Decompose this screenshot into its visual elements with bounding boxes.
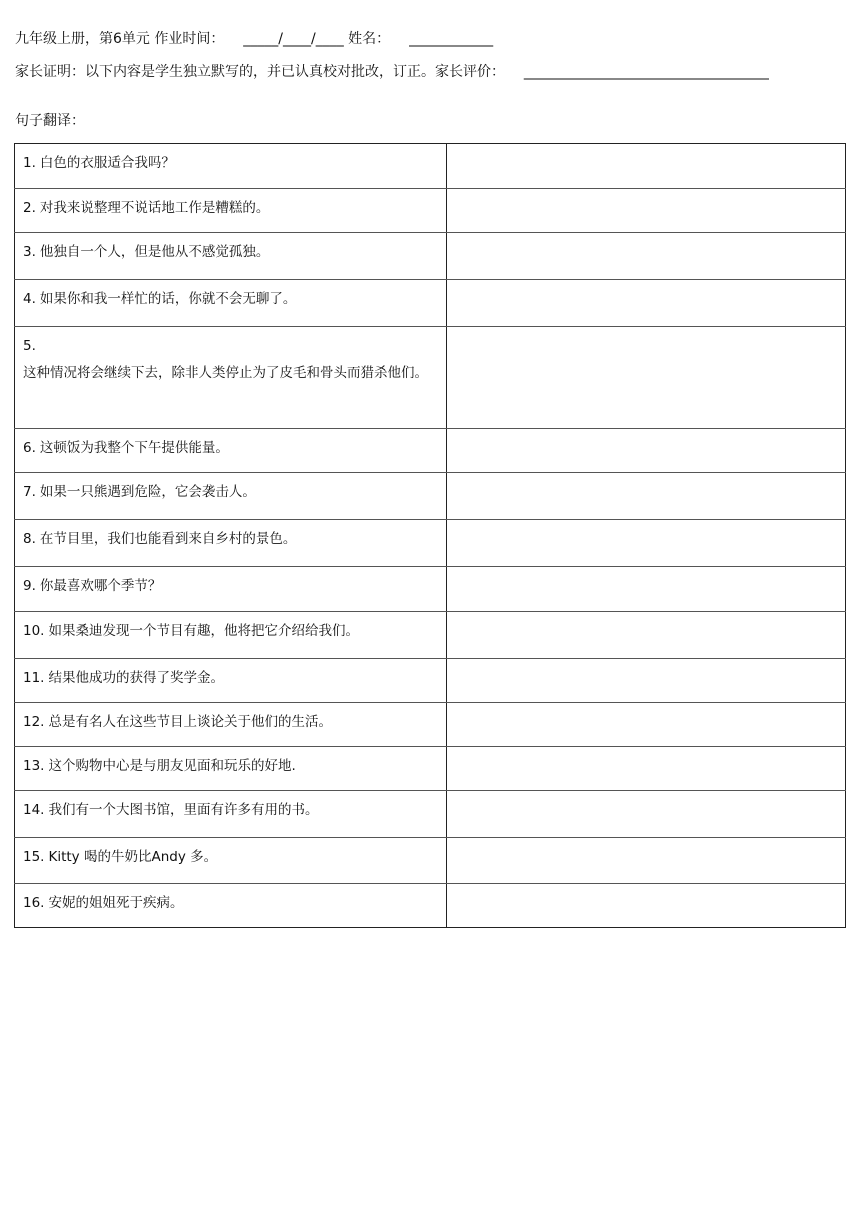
- answer-cell[interactable]: [447, 884, 846, 928]
- question-cell: [15, 473, 447, 520]
- question-text: 对我来说整理不说话地工作是糟糕的。: [39, 200, 270, 216]
- question-text: 安妮的姐姐死于疾病。: [48, 895, 184, 911]
- question-text: 这顿饭为我整个下午提供能量。: [39, 440, 229, 456]
- question-cell: [15, 520, 447, 567]
- date-blank[interactable]: _____/____/____: [243, 31, 344, 47]
- question-row: [15, 520, 846, 567]
- answer-cell[interactable]: [447, 233, 846, 280]
- question-number: 8.: [23, 531, 36, 547]
- question-row: [15, 747, 846, 791]
- parent-certification-label: 家长证明：以下内容是学生独立默写的，并已认真校对批改，订正。家长评价：: [15, 64, 505, 80]
- answer-cell[interactable]: [447, 703, 846, 747]
- question-cell: [15, 429, 447, 473]
- question-cell: [15, 233, 447, 280]
- parent-certification-line: [15, 62, 769, 82]
- question-row: [15, 659, 846, 703]
- question-cell: [15, 280, 447, 327]
- answer-cell[interactable]: [447, 473, 846, 520]
- question-number: 15.: [23, 849, 45, 865]
- question-row: [15, 473, 846, 520]
- question-cell: [15, 703, 447, 747]
- answer-cell[interactable]: [447, 612, 846, 659]
- question-cell: [15, 327, 447, 429]
- question-text: 总是有名人在这些节目上谈论关于他们的生活。: [48, 714, 332, 730]
- question-number: 1.: [23, 155, 36, 171]
- question-cell: [15, 189, 447, 233]
- translation-table: [14, 143, 846, 928]
- question-text: 这个购物中心是与朋友见面和玩乐的好地.: [48, 758, 296, 774]
- question-number: 4.: [23, 291, 36, 307]
- question-cell: [15, 567, 447, 612]
- question-number: 7.: [23, 484, 36, 500]
- question-text: 结果他成功的获得了奖学金。: [48, 670, 224, 686]
- answer-cell[interactable]: [447, 567, 846, 612]
- answer-cell[interactable]: [447, 144, 846, 189]
- question-number: 6.: [23, 440, 36, 456]
- question-row: [15, 612, 846, 659]
- question-text: 我们有一个大图书馆，里面有许多有用的书。: [48, 802, 319, 818]
- answer-cell[interactable]: [447, 747, 846, 791]
- question-cell: [15, 659, 447, 703]
- question-number: 10.: [23, 623, 45, 639]
- answer-cell[interactable]: [447, 520, 846, 567]
- question-text: 如果桑迪发现一个节目有趣，他将把它介绍给我们。: [48, 623, 359, 639]
- question-text: 白色的衣服适合我吗？: [39, 155, 175, 171]
- question-cell: [15, 838, 447, 884]
- name-blank[interactable]: ____________: [409, 31, 494, 47]
- answer-cell[interactable]: [447, 791, 846, 838]
- name-label: 姓名：: [348, 31, 391, 47]
- question-number: 12.: [23, 714, 45, 730]
- course-unit-label: 九年级上册，第6单元 作业时间：: [15, 31, 225, 47]
- answer-cell[interactable]: [447, 189, 846, 233]
- answer-cell[interactable]: [447, 327, 846, 429]
- question-text: 他独自一个人，但是他从不感觉孤独。: [39, 244, 270, 260]
- question-text: 你最喜欢哪个季节？: [39, 578, 162, 594]
- question-row: [15, 838, 846, 884]
- question-text: 如果一只熊遇到危险，它会袭击人。: [39, 484, 256, 500]
- question-cell: [15, 791, 447, 838]
- question-text: 在节目里，我们也能看到来自乡村的景色。: [39, 531, 297, 547]
- question-number: 9.: [23, 578, 36, 594]
- homework-info-line: [15, 29, 493, 49]
- question-number: 11.: [23, 670, 45, 686]
- question-row: [15, 791, 846, 838]
- question-cell: [15, 612, 447, 659]
- question-row: [15, 233, 846, 280]
- question-row: [15, 884, 846, 928]
- question-text: 这种情况将会继续下去，除非人类停止为了皮毛和骨头而猎杀他们。: [23, 365, 428, 381]
- question-number: 5.: [23, 338, 36, 354]
- answer-cell[interactable]: [447, 659, 846, 703]
- question-row: [15, 703, 846, 747]
- question-number: 14.: [23, 802, 45, 818]
- answer-cell[interactable]: [447, 280, 846, 327]
- question-row: [15, 429, 846, 473]
- answer-cell[interactable]: [447, 838, 846, 884]
- parent-comment-blank[interactable]: ___________________________________: [523, 64, 769, 80]
- question-row: [15, 189, 846, 233]
- answer-cell[interactable]: [447, 429, 846, 473]
- question-row: [15, 280, 846, 327]
- section-title: 句子翻译：: [15, 113, 85, 129]
- question-row: [15, 144, 846, 189]
- question-text: Kitty 喝的牛奶比Andy 多。: [48, 849, 218, 865]
- question-number: 16.: [23, 895, 45, 911]
- question-number: 13.: [23, 758, 45, 774]
- question-row: [15, 567, 846, 612]
- question-number: 2.: [23, 200, 36, 216]
- question-cell: [15, 747, 447, 791]
- question-cell: [15, 884, 447, 928]
- question-row: [15, 327, 846, 429]
- question-number: 3.: [23, 244, 36, 260]
- question-text: 如果你和我一样忙的话，你就不会无聊了。: [39, 291, 297, 307]
- question-cell: [15, 144, 447, 189]
